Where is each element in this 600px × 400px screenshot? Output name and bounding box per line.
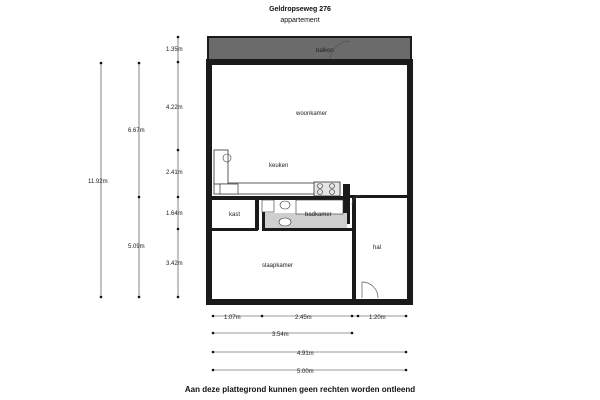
dim-v-living-total: 6.67m (128, 128, 145, 134)
kast-wall (255, 196, 259, 230)
dim-v-kast: 1.64m (166, 211, 183, 217)
room-hal: hal (373, 245, 382, 251)
toilet (280, 201, 290, 209)
disclaimer: Aan deze plattegrond kunnen geen rechten worden ontleend (184, 385, 416, 394)
address-title: Geldropseweg 276 (269, 6, 331, 13)
balcony (208, 37, 411, 61)
dim-v-total: 11.92m (88, 179, 108, 185)
room-woonkamer: woonkamer (296, 111, 328, 117)
bath-sink (279, 218, 291, 226)
dim-h-slaap: 3.54m (272, 332, 289, 338)
dim-h-inner: 4.91m (297, 351, 314, 357)
room-slaapkamer: slaapkamer (262, 263, 294, 269)
room-keuken: keuken (269, 163, 289, 169)
kitchen-sink (220, 184, 238, 194)
dim-v-slaapkamer: 3.42m (166, 261, 183, 267)
dim-h-hal: 1.20m (369, 315, 386, 321)
room-balkon: balkon (316, 48, 334, 54)
outer-walls (209, 62, 410, 302)
dim-v-woonkamer: 4.22m (166, 105, 183, 111)
dim-v-balkon: 1.35m (166, 47, 183, 53)
kitchen-upper (214, 150, 228, 184)
stove (314, 182, 340, 196)
dim-h-kast: 1.07m (224, 315, 241, 321)
room-badkamer: badkamer (305, 212, 332, 218)
room-kast: kast (229, 212, 241, 218)
dim-v-keuken: 2.41m (166, 170, 183, 176)
dim-v-sleep-total: 5.09m (128, 244, 145, 250)
property-type: appartement (280, 17, 320, 24)
dim-h-badkamer: 2.45m (295, 315, 312, 321)
dim-h-total: 5.00m (297, 369, 314, 375)
